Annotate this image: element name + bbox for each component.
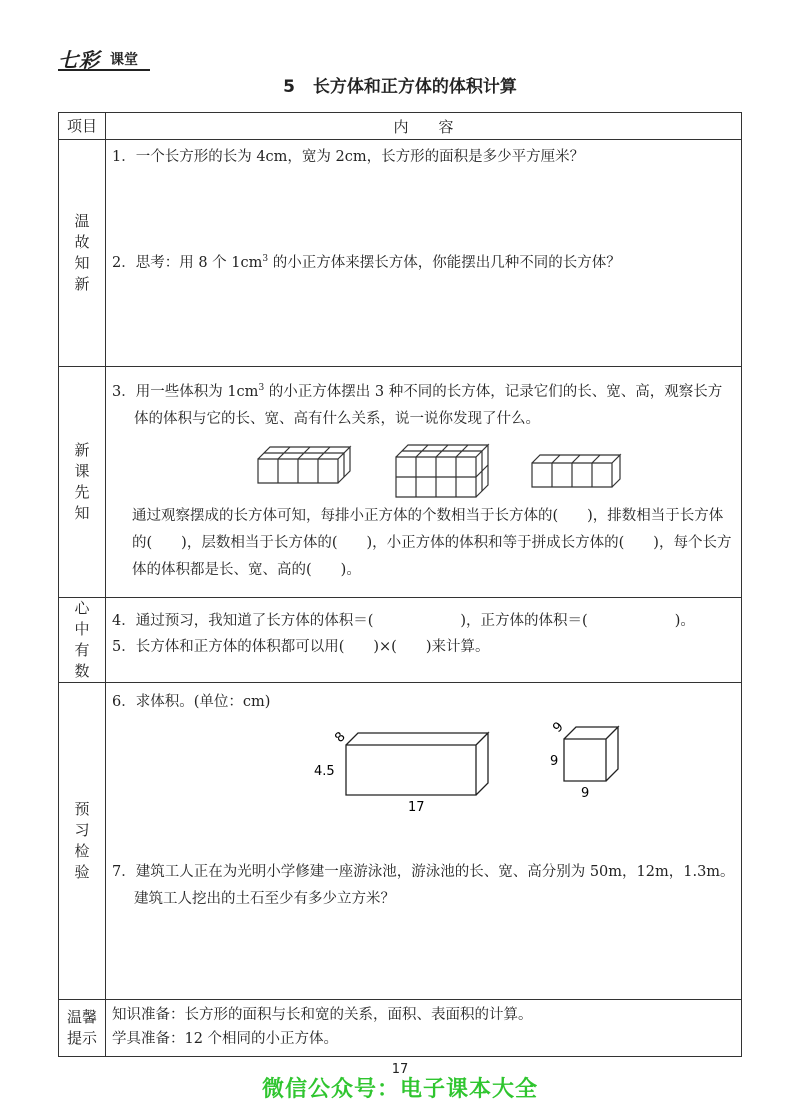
block-b: [396, 445, 488, 497]
section-title: 长方体和正方体的体积计算: [312, 77, 517, 97]
question-5: 5．长方体和正方体的体积都可以用( )×( )来计算。: [112, 639, 490, 655]
question-6: 6．求体积。(单位：cm): [112, 694, 271, 710]
cuboid-length-label: 17: [408, 800, 425, 813]
section-tips: [106, 1000, 742, 1057]
page-number: 17: [391, 1062, 409, 1077]
section-label-mind: 心中有数: [59, 598, 106, 683]
cube-height-label: 9: [550, 754, 559, 769]
lesson-table: [58, 112, 742, 1057]
question-7: 7．建筑工人正在为光明小学修建一座游泳池，游泳池的长、宽、高分别为 50m，12m，1.3m。建筑工人挖出的土石至少有多少立方米？: [112, 864, 735, 907]
cuboid-figure: [296, 723, 496, 813]
fill-in-paragraph: 通过观察摆成的长方体可知，每排小正方体的个数相当于长方体的( )，排数相当于长方体的( )，层数相当于长方体的( )，小正方体的体积和等于拼成长方体的( )，每个长方体的体积都是长、宽、高的( )。: [132, 508, 732, 578]
question-2: 2．思考：用 8 个 $1cm^3$ 的小正方体来摆长方体，你能摆出几种不同的长方体？: [112, 254, 621, 271]
section-preview: [106, 367, 742, 598]
section-mind: [106, 598, 742, 683]
cube-length-label: 9: [581, 786, 590, 801]
section-label-tips: 温馨提示: [59, 1000, 106, 1057]
page-title: [0, 72, 800, 97]
cuboid-width-label: 8: [332, 729, 349, 746]
logo-underline: [58, 69, 150, 71]
logo-sub-text: 课堂: [110, 52, 138, 68]
question-4: 4．通过预习，我知道了长方体的体积＝( )，正方体的体积＝( )。: [112, 613, 695, 629]
logo-brand-text: 七彩: [58, 48, 100, 72]
question-3: 3．用一些体积为 $1cm^3$ 的小正方体摆出 3 种不同的长方体，记录它们的长、宽、高，观察长方体的体积与它的长、宽、高有什么关系，说一说你发现了什么。: [112, 383, 723, 427]
header-content: 内 容: [106, 113, 742, 140]
tip-line-1: 知识准备：长方形的面积与长和宽的关系，面积、表面积的计算。: [112, 1007, 533, 1023]
cube-figure: [536, 713, 646, 813]
section-label-review: 温故知新: [59, 140, 106, 367]
block-c: [532, 455, 620, 487]
cube-width-label: 9: [550, 719, 567, 736]
section-number: 5: [283, 77, 295, 97]
question-1: 1．一个长方形的长为 4cm，宽为 2cm，长方形的面积是多少平方厘米？: [112, 149, 585, 165]
header-item: 项目: [59, 113, 106, 140]
block-a: [258, 447, 350, 483]
section-check: [106, 683, 742, 1000]
cuboid-height-label: 4.5: [314, 764, 335, 779]
watermark: 微信公众号：电子课本大全: [261, 1077, 538, 1102]
section-review: [106, 140, 742, 367]
cube-arrangements-figure: [246, 441, 666, 501]
tip-line-2: 学具准备：12 个相同的小正方体。: [112, 1031, 339, 1047]
section-label-check: 预习检验: [59, 683, 106, 1000]
section-label-preview: 新课先知: [59, 367, 106, 598]
brand-logo: [58, 44, 150, 70]
